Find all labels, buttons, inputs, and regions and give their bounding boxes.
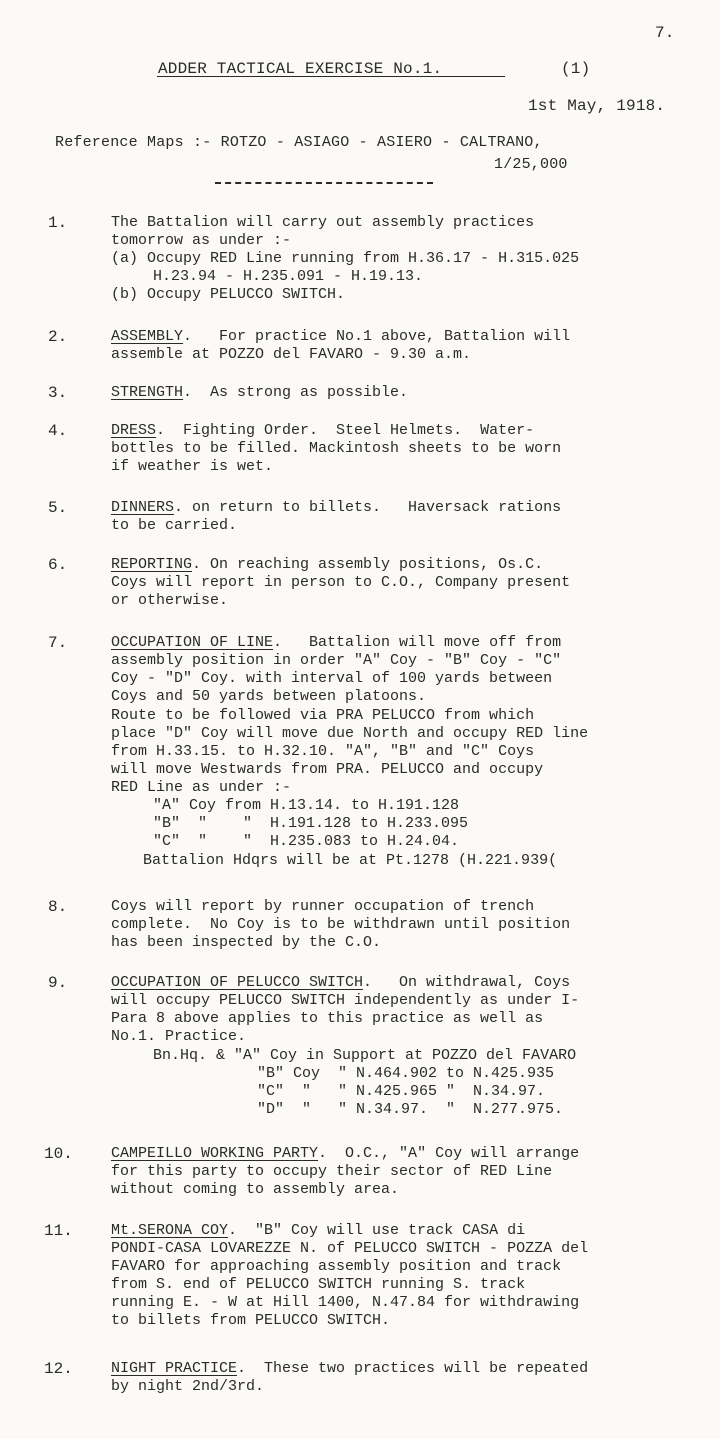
separator-rule <box>215 182 433 184</box>
title-suffix: (1) <box>561 60 591 78</box>
p11-line-6: to billets from PELUCCO SWITCH. <box>111 1312 391 1329</box>
p12-line-2: by night 2nd/3rd. <box>111 1378 265 1395</box>
paragraph-number-2: 2. <box>48 328 68 346</box>
p7-line-12: "C" " " H.235.083 to H.24.04. <box>153 833 460 850</box>
p1-line-1: The Battalion will carry out assembly practices <box>111 214 535 231</box>
p8-line-3: has been inspected by the C.O. <box>111 934 382 951</box>
p5-line-1-text: . on return to billets. Haversack rations <box>174 499 562 516</box>
p6-line-3: or otherwise. <box>111 592 229 609</box>
p2-line-2: assemble at POZZO del FAVARO - 9.30 a.m. <box>111 346 472 363</box>
p11-line-2: PONDI-CASA LOVAREZZE N. of PELUCCO SWITCH - POZZA del <box>111 1240 589 1257</box>
p10-heading: CAMPEILLO WORKING PARTY <box>111 1145 319 1162</box>
paragraph-number-1: 1. <box>48 214 68 232</box>
p9-heading: OCCUPATION OF PELUCCO SWITCH <box>111 974 364 991</box>
p12-heading: NIGHT PRACTICE <box>111 1360 238 1377</box>
p2-heading: ASSEMBLY <box>111 328 184 345</box>
p10-line-3: without coming to assembly area. <box>111 1181 400 1198</box>
p6-heading: REPORTING <box>111 556 193 573</box>
p12-line-1 <box>111 1360 588 1378</box>
p6-line-1 <box>111 556 543 574</box>
p8-line-2: complete. No Coy is to be withdrawn until position <box>111 916 571 933</box>
p11-line-1 <box>111 1222 525 1240</box>
p3-line-1-text: . As strong as possible. <box>183 384 409 401</box>
p4-heading: DRESS <box>111 422 157 439</box>
paragraph-number-5: 5. <box>48 499 68 517</box>
p4-line-1-text: . Fighting Order. Steel Helmets. Water- <box>156 422 535 439</box>
reference-maps-line-1: Reference Maps :- ROTZO - ASIAGO - ASIERO - CALTRANO, <box>55 134 543 151</box>
p11-line-1-text: . "B" Coy will use track CASA di <box>228 1222 526 1239</box>
p11-line-3: FAVARO for approaching assembly position and track <box>111 1258 562 1275</box>
p9-line-1-text: . On withdrawal, Coys <box>363 974 571 991</box>
p7-line-13: Battalion Hdqrs will be at Pt.1278 (H.221.939( <box>143 852 558 869</box>
paragraph-number-8: 8. <box>48 898 68 916</box>
p9-line-3: Para 8 above applies to this practice as well as <box>111 1010 544 1027</box>
p6-line-2: Coys will report in person to C.O., Company present <box>111 574 571 591</box>
p12-line-1-text: . These two practices will be repeated <box>237 1360 589 1377</box>
paragraph-number-10: 10. <box>44 1145 73 1163</box>
p7-line-11: "B" " " H.191.128 to H.233.095 <box>153 815 469 832</box>
p8-line-1: Coys will report by runner occupation of trench <box>111 898 535 915</box>
paragraph-number-4: 4. <box>48 422 68 440</box>
p3-heading: STRENGTH <box>111 384 184 401</box>
paragraph-number-9: 9. <box>48 974 68 992</box>
p7-line-2: assembly position in order "A" Coy - "B" Coy - "C" <box>111 652 562 669</box>
p9-line-7: "C" " " N.425.965 " N.34.97. <box>257 1083 546 1100</box>
p7-line-10: "A" Coy from H.13.14. to H.191.128 <box>153 797 460 814</box>
p1-line-2: tomorrow as under :- <box>111 232 292 249</box>
p11-heading: Mt.SERONA COY <box>111 1222 229 1239</box>
paragraph-number-7: 7. <box>48 634 68 652</box>
p7-line-6: place "D" Coy will move due North and occupy RED line <box>111 725 589 742</box>
paragraph-number-11: 11. <box>44 1222 73 1240</box>
p7-line-7: from H.33.15. to H.32.10. "A", "B" and "C" Coys <box>111 743 535 760</box>
paragraph-number-6: 6. <box>48 556 68 574</box>
p9-line-1 <box>111 974 570 992</box>
p9-line-8: "D" " " N.34.97. " N.277.975. <box>257 1101 564 1118</box>
p1-line-3: (a) Occupy RED Line running from H.36.17 - H.315.025 <box>111 250 580 267</box>
p7-line-5: Route to be followed via PRA PELUCCO from which <box>111 707 535 724</box>
p4-line-1 <box>111 422 534 440</box>
p9-line-2: will occupy PELUCCO SWITCH independently as under I- <box>111 992 580 1009</box>
paragraph-number-12: 12. <box>44 1360 73 1378</box>
p10-line-1 <box>111 1145 579 1163</box>
p3-line-1 <box>111 384 408 402</box>
p11-line-4: from S. end of PELUCCO SWITCH running S. track <box>111 1276 526 1293</box>
reference-maps-line-2: 1/25,000 <box>494 156 568 173</box>
p7-line-8: will move Westwards from PRA. PELUCCO and occupy <box>111 761 544 778</box>
p5-line-2: to be carried. <box>111 517 238 534</box>
p4-line-2: bottles to be filled. Mackintosh sheets to be worn <box>111 440 562 457</box>
p4-line-3: if weather is wet. <box>111 458 274 475</box>
p7-line-4: Coys and 50 yards between platoons. <box>111 688 427 705</box>
p2-line-1 <box>111 328 570 346</box>
p7-line-1-text: . Battalion will move off from <box>273 634 562 651</box>
p10-line-1-text: . O.C., "A" Coy will arrange <box>318 1145 580 1162</box>
p2-line-1-text: . For practice No.1 above, Battalion will <box>183 328 571 345</box>
page-number: 7. <box>655 24 675 42</box>
paragraph-number-3: 3. <box>48 384 68 402</box>
p7-line-3: Coy - "D" Coy. with interval of 100 yards between <box>111 670 553 687</box>
document-title: ADDER TACTICAL EXERCISE No.1. <box>158 60 443 78</box>
p10-line-2: for this party to occupy their sector of RED Line <box>111 1163 553 1180</box>
p9-line-4: No.1. Practice. <box>111 1028 247 1045</box>
p7-heading: OCCUPATION OF LINE <box>111 634 274 651</box>
p5-line-1 <box>111 499 561 517</box>
title-underline <box>157 76 505 77</box>
p1-line-5: (b) Occupy PELUCCO SWITCH. <box>111 286 346 303</box>
p9-line-6: "B" Coy " N.464.902 to N.425.935 <box>257 1065 555 1082</box>
p9-line-5: Bn.Hq. & "A" Coy in Support at POZZO del FAVARO <box>153 1047 577 1064</box>
p11-line-5: running E. - W at Hill 1400, N.47.84 for withdrawing <box>111 1294 580 1311</box>
p5-heading: DINNERS <box>111 499 175 516</box>
p1-line-4: H.23.94 - H.235.091 - H.19.13. <box>153 268 424 285</box>
p7-line-9: RED Line as under :- <box>111 779 292 796</box>
p7-line-1 <box>111 634 561 652</box>
p6-line-1-text: . On reaching assembly positions, Os.C. <box>192 556 544 573</box>
document-date: 1st May, 1918. <box>528 97 666 115</box>
